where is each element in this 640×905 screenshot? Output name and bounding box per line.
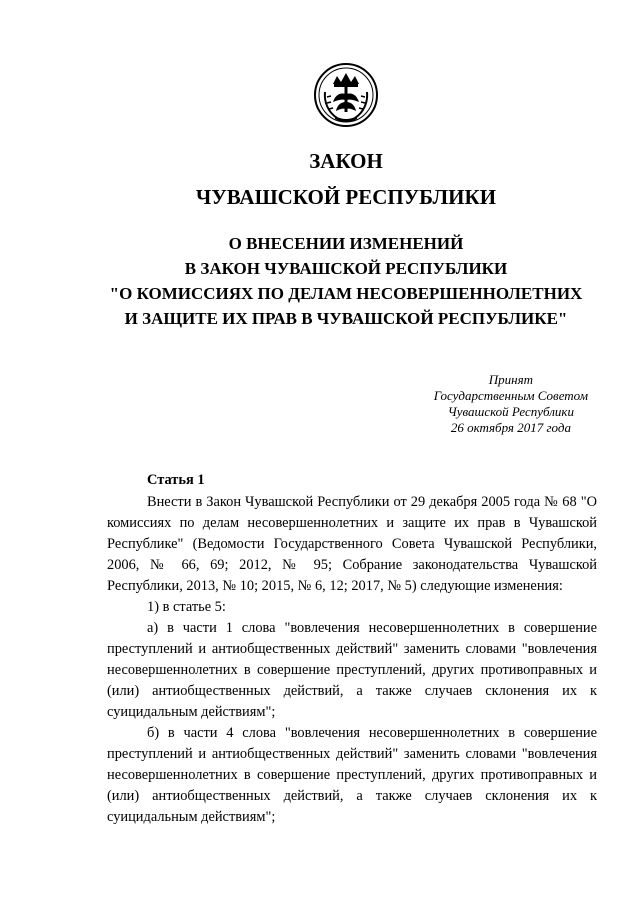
subtitle-line: "О КОМИССИЯХ ПО ДЕЛАМ НЕСОВЕРШЕННОЛЕТНИХ: [109, 284, 583, 303]
article-paragraph: 1) в статье 5:: [147, 599, 226, 615]
law-title-republic: ЧУВАШСКОЙ РЕСПУБЛИКИ: [195, 185, 497, 209]
article-paragraph: Внести в Закон Чувашской Республики от 29 декабря 2005 года № 68 "О комиссиях по делам несовершеннолетних и защите их прав в Чувашской Республике" (Ведомости Государственного Совета Чувашской Республики, 2006, № 66, 69; 2012, № 95; Собрание законодательства Чувашской Республики, 2013, № 10; 2015, № 6, 12; 2017, № 5) следующие изменения:: [107, 494, 597, 594]
chuvash-republic-emblem-icon: [313, 62, 379, 128]
subtitle-line: О ВНЕСЕНИИ ИЗМЕНЕНИЙ: [228, 234, 464, 253]
article-paragraph: б) в части 4 слова "вовлечения несовершеннолетних в совершение преступлений и антиобщественных действий" заменить словами "вовлечения несовершеннолетних в совершение преступлений, других противоправных и (или) антиобщественных действий, а также случаев склонения их к суицидальным действиям";: [107, 725, 597, 825]
article-heading: Статья 1: [147, 472, 205, 488]
article-body: [107, 470, 597, 828]
adoption-date: 26 октября 2017 года: [450, 420, 571, 435]
article-paragraph: а) в части 1 слова "вовлечения несовершеннолетних в совершение преступлений и антиобщественных действий" заменить словами "вовлечения несовершеннолетних в совершение преступлений, других противоправных и (или) антиобщественных действий, а также случаев склонения их к суицидальным действиям";: [107, 620, 597, 720]
adoption-note: [434, 372, 588, 436]
law-subtitle: [26, 231, 640, 331]
adoption-line: Принят: [488, 372, 534, 387]
subtitle-line: И ЗАЩИТЕ ИХ ПРАВ В ЧУВАШСКОЙ РЕСПУБЛИКЕ": [124, 309, 568, 328]
adoption-line: Чувашской Республики: [447, 404, 575, 419]
adoption-line: Государственным Советом: [433, 388, 588, 403]
law-title: ЗАКОН: [309, 149, 383, 173]
subtitle-line: В ЗАКОН ЧУВАШСКОЙ РЕСПУБЛИКИ: [184, 259, 508, 278]
